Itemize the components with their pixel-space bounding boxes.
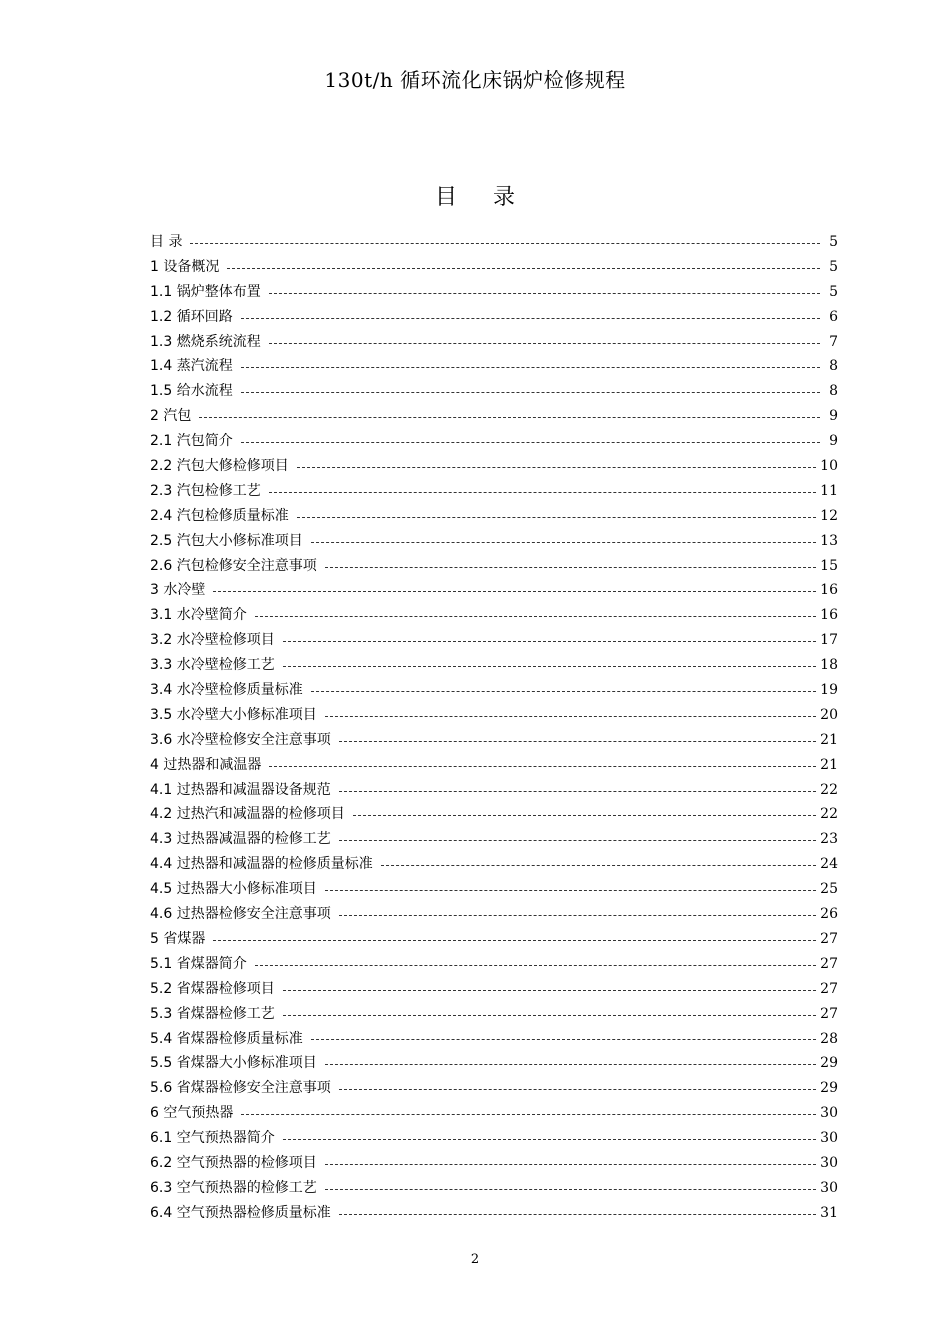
toc-entry-label: 5.2 省煤器检修项目 (150, 980, 275, 997)
toc-entry-page: 9 (829, 408, 838, 425)
toc-leader-dots (199, 417, 820, 418)
toc-entry-label: 1.1 锅炉整体布置 (150, 283, 261, 300)
toc-entry[interactable] (150, 802, 838, 827)
toc-entry-label: 4 过热器和减温器 (150, 756, 262, 773)
toc-entry-page: 31 (820, 1204, 838, 1221)
toc-leader-dots (325, 716, 816, 717)
toc-entry-label: 2.6 汽包检修安全注意事项 (150, 557, 317, 574)
toc-entry-page: 28 (820, 1030, 838, 1047)
toc-leader-dots (269, 293, 820, 294)
toc-entry-page: 30 (820, 1179, 838, 1196)
toc-entry-label: 5.6 省煤器检修安全注意事项 (150, 1080, 331, 1097)
toc-entry-page: 19 (820, 682, 838, 699)
toc-entry[interactable] (150, 1176, 838, 1201)
toc-leader-dots (269, 343, 820, 344)
toc-entry-page: 22 (820, 781, 838, 798)
toc-leader-dots (339, 791, 816, 792)
toc-entry-label: 2.1 汽包简介 (150, 433, 233, 450)
toc-leader-dots (269, 766, 816, 767)
toc-entry[interactable] (150, 280, 838, 305)
toc-entry-page: 22 (820, 806, 838, 823)
toc-leader-dots (339, 1089, 816, 1090)
toc-entry-label: 3.4 水冷壁检修质量标准 (150, 682, 303, 699)
toc-leader-dots (269, 492, 816, 493)
toc-entry[interactable] (150, 1076, 838, 1101)
toc-leader-dots (325, 1164, 816, 1165)
toc-entry[interactable] (150, 1126, 838, 1151)
toc-leader-dots (381, 865, 816, 866)
toc-entry-page: 13 (820, 532, 838, 549)
toc-leader-dots (311, 691, 816, 692)
toc-heading-right: 录 (493, 185, 516, 210)
toc-entry-page: 25 (820, 881, 838, 898)
toc-entry[interactable] (150, 753, 838, 778)
toc-entry-page: 11 (820, 482, 838, 499)
toc-entry[interactable] (150, 429, 838, 454)
toc-entry-label: 1.3 燃烧系统流程 (150, 333, 261, 350)
toc-entry-label: 2.2 汽包大修检修项目 (150, 458, 289, 475)
toc-entry[interactable] (150, 454, 838, 479)
toc-leader-dots (255, 965, 816, 966)
toc-leader-dots (297, 467, 816, 468)
toc-entry[interactable] (150, 703, 838, 728)
toc-entry[interactable] (150, 877, 838, 902)
toc-leader-dots (213, 940, 816, 941)
toc-entry[interactable] (150, 852, 838, 877)
toc-entry-page: 10 (820, 458, 838, 475)
toc-entry-label: 5.5 省煤器大小修标准项目 (150, 1055, 317, 1072)
toc-entry[interactable] (150, 678, 838, 703)
toc-leader-dots (283, 1015, 816, 1016)
toc-entry-page: 20 (820, 706, 838, 723)
toc-leader-dots (339, 741, 816, 742)
toc-entry-label: 目 录 (150, 234, 183, 250)
toc-entry-page: 5 (829, 283, 838, 300)
toc-entry-label: 4.1 过热器和减温器设备规范 (150, 781, 331, 798)
toc-leader-dots (190, 243, 820, 244)
toc-leader-dots (339, 1214, 816, 1215)
toc-leader-dots (353, 815, 816, 816)
toc-entry[interactable] (150, 1101, 838, 1126)
toc-leader-dots (339, 915, 816, 916)
toc-leader-dots (283, 990, 816, 991)
toc-entry-page: 21 (820, 731, 838, 748)
toc-entry-page: 6 (829, 308, 838, 325)
toc-entry-label: 3.2 水冷壁检修项目 (150, 632, 275, 649)
toc-entry[interactable] (150, 330, 838, 355)
toc-entry[interactable] (150, 1201, 838, 1226)
toc-heading (0, 180, 950, 211)
toc-entry-label: 1 设备概况 (150, 258, 220, 275)
toc-entry-label: 3.5 水冷壁大小修标准项目 (150, 706, 317, 723)
toc-entry-label: 3 水冷壁 (150, 582, 206, 599)
toc-entry-label: 4.4 过热器和减温器的检修质量标准 (150, 856, 373, 873)
toc-entry[interactable] (150, 952, 838, 977)
toc-entry[interactable] (150, 504, 838, 529)
toc-leader-dots (325, 1189, 816, 1190)
toc-entry[interactable] (150, 1002, 838, 1027)
toc-entry-page: 23 (820, 831, 838, 848)
toc-leader-dots (241, 392, 820, 393)
toc-entry[interactable] (150, 977, 838, 1002)
toc-entry-label: 2 汽包 (150, 408, 192, 425)
toc-entry-page: 30 (820, 1130, 838, 1147)
toc-leader-dots (283, 641, 816, 642)
toc-leader-dots (311, 542, 816, 543)
toc-entry[interactable] (150, 603, 838, 628)
toc-entry-label: 1.5 给水流程 (150, 383, 233, 400)
toc-entry[interactable] (150, 778, 838, 803)
toc-entry-page: 21 (820, 756, 838, 773)
toc-leader-dots (311, 1039, 816, 1040)
toc-entry-label: 4.5 过热器大小修标准项目 (150, 881, 317, 898)
document-header: 130t/h 循环流化床锅炉检修规程 (324, 68, 626, 92)
toc-entry-label: 2.5 汽包大小修标准项目 (150, 532, 303, 549)
toc-entry-page: 8 (829, 383, 838, 400)
toc-leader-dots (241, 442, 820, 443)
toc-entry[interactable] (150, 628, 838, 653)
toc-entry[interactable] (150, 305, 838, 330)
toc-entry-page: 26 (820, 906, 838, 923)
toc-entry-label: 4.3 过热器减温器的检修工艺 (150, 831, 331, 848)
toc-entry-page: 29 (820, 1055, 838, 1072)
toc-entry-page: 8 (829, 358, 838, 375)
toc-leader-dots (325, 567, 816, 568)
toc-leader-dots (325, 1064, 816, 1065)
toc-entry-page: 27 (820, 980, 838, 997)
toc-entry-page: 16 (820, 582, 838, 599)
toc-entry[interactable] (150, 927, 838, 952)
toc-entry-label: 5.4 省煤器检修质量标准 (150, 1030, 303, 1047)
toc-entry-page: 30 (820, 1154, 838, 1171)
toc-entry-label: 5.3 省煤器检修工艺 (150, 1005, 275, 1022)
toc-leader-dots (283, 1139, 816, 1140)
toc-entry-label: 4.6 过热器检修安全注意事项 (150, 906, 331, 923)
toc-entry[interactable] (150, 827, 838, 852)
toc-leader-dots (339, 840, 816, 841)
toc-entry-page: 7 (829, 333, 838, 350)
toc-entry[interactable] (150, 354, 838, 379)
toc-entry-label: 2.4 汽包检修质量标准 (150, 507, 289, 524)
toc-heading-left: 目 (434, 185, 457, 210)
toc-entry-page: 29 (820, 1080, 838, 1097)
toc-entry[interactable] (150, 554, 838, 579)
toc-entry-page: 27 (820, 1005, 838, 1022)
toc-entry-label: 2.3 汽包检修工艺 (150, 482, 261, 499)
toc-leader-dots (255, 616, 816, 617)
toc-entry-page: 9 (829, 433, 838, 450)
toc-entry-label: 6.1 空气预热器简介 (150, 1130, 275, 1147)
toc-entry-label: 6.3 空气预热器的检修工艺 (150, 1179, 317, 1196)
toc-leader-dots (241, 318, 820, 319)
toc-entry-page: 5 (829, 234, 838, 250)
toc-entry-page: 15 (820, 557, 838, 574)
toc-entry[interactable] (150, 529, 838, 554)
toc-entry-label: 3.1 水冷壁简介 (150, 607, 247, 624)
toc-entry[interactable] (150, 1051, 838, 1076)
toc-entry[interactable] (150, 479, 838, 504)
toc-entry-page: 18 (820, 657, 838, 674)
toc-entry-page: 16 (820, 607, 838, 624)
toc-entry-label: 6.4 空气预热器检修质量标准 (150, 1204, 331, 1221)
toc-entry-page: 5 (829, 258, 838, 275)
toc-entry[interactable] (150, 902, 838, 927)
toc-entry-label: 4.2 过热汽和减温器的检修项目 (150, 806, 345, 823)
toc-entry[interactable] (150, 1151, 838, 1176)
toc-entry-label: 3.3 水冷壁检修工艺 (150, 657, 275, 674)
toc-leader-dots (297, 517, 816, 518)
toc-leader-dots (241, 1114, 816, 1115)
toc-entry-label: 1.2 循环回路 (150, 308, 233, 325)
toc-entry-page: 24 (820, 856, 838, 873)
toc-entry[interactable] (150, 404, 838, 429)
toc-entry[interactable] (150, 379, 838, 404)
toc-leader-dots (227, 268, 820, 269)
toc-entry-label: 1.4 蒸汽流程 (150, 358, 233, 375)
toc-entry[interactable] (150, 728, 838, 753)
toc-entry-page: 27 (820, 955, 838, 972)
toc-leader-dots (283, 666, 816, 667)
toc-entry-page: 27 (820, 930, 838, 947)
toc-entry-page: 30 (820, 1105, 838, 1122)
toc-entry-page: 12 (820, 507, 838, 524)
toc-leader-dots (241, 367, 820, 368)
toc-entry[interactable] (150, 1027, 838, 1052)
toc-entry-label: 3.6 水冷壁检修安全注意事项 (150, 731, 331, 748)
toc-leader-dots (325, 890, 816, 891)
toc-leader-dots (213, 591, 816, 592)
toc-entry-label: 6 空气预热器 (150, 1105, 234, 1122)
toc-entry-label: 5.1 省煤器简介 (150, 955, 247, 972)
toc-entry[interactable] (150, 653, 838, 678)
toc-entry[interactable] (150, 255, 838, 280)
toc-entry[interactable] (150, 578, 838, 603)
page-number: 2 (470, 1252, 480, 1267)
toc-entry-label: 5 省煤器 (150, 930, 206, 947)
toc-entry[interactable] (150, 230, 838, 255)
toc-entry-page: 17 (820, 632, 838, 649)
table-of-contents (150, 230, 838, 1226)
toc-entry-label: 6.2 空气预热器的检修项目 (150, 1154, 317, 1171)
